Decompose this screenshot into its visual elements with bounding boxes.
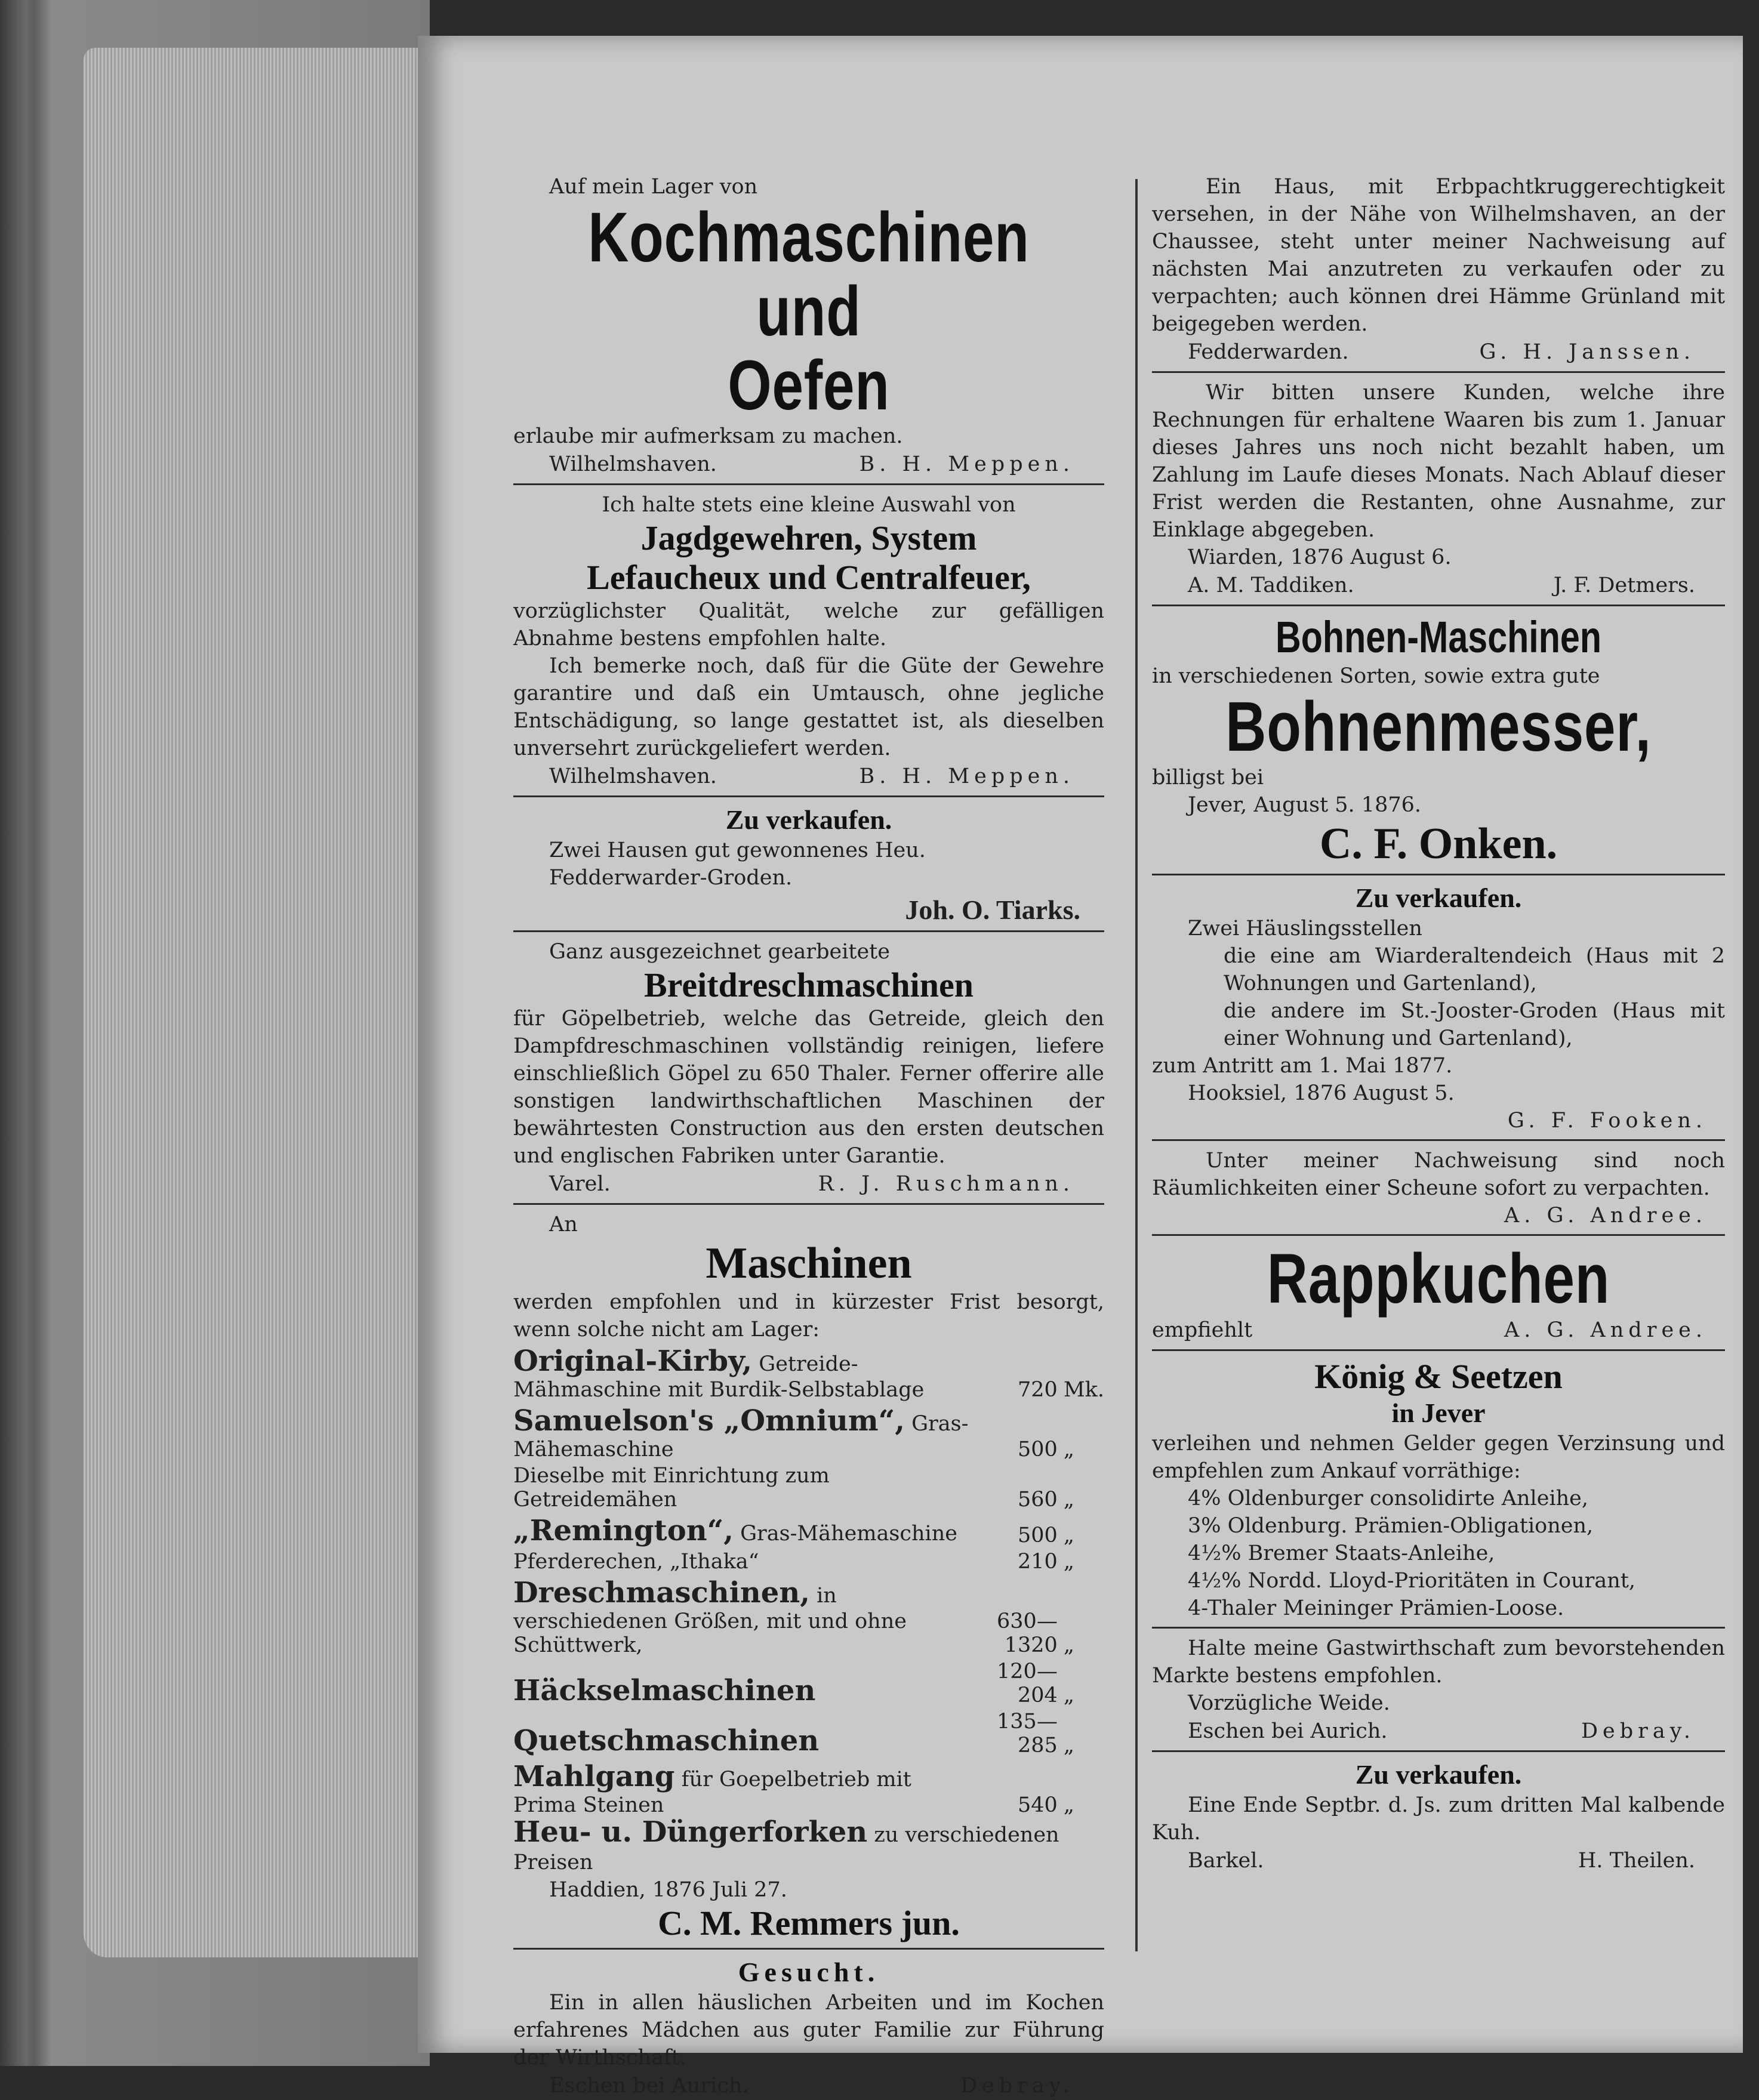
ad-signer: G. F. Fooken. [1507,1109,1707,1133]
ad-text: zum Antritt am 1. Mai 1877. [1152,1054,1453,1078]
ad-signer: A. M. Taddiken. [1188,573,1354,597]
item-price: 135— 285 [997,1710,1058,1757]
price-row [513,1759,1104,1818]
ad-text: Unter meiner Nachweisung sind noch Räumlichkeiten einer Scheune sofort zu verpachten. [1152,1149,1725,1200]
ad-divider [1152,1349,1725,1351]
item-desc: für Goepelbetrieb mit Prima Steinen [513,1768,911,1817]
ad-signature-row [513,1170,1104,1198]
item-desc: in verschiedenen Größen, mit und ohne Schüttwerk, [513,1584,907,1657]
ad-signer: G. H. Janssen. [1479,340,1695,364]
ad-rechnungen [1152,379,1725,600]
ad-bohnen-maschinen [1152,612,1725,869]
item-name: Quetschmaschinen [513,1724,820,1757]
ad-signer: H. Theilen. [1578,1849,1695,1873]
list-item: 4% Oldenburger consolidirte Anleihe, [1188,1487,1589,1510]
ad-jagdgewehren [513,491,1104,791]
right-column [1152,173,1725,1875]
ad-text: Fedderwarder-Groden. [549,866,793,890]
ad-text: empfiehlt [1152,1318,1253,1342]
ad-rappkuchen [1152,1239,1725,1345]
item-unit: „ [1063,1524,1074,1547]
ad-gastwirthschaft [1152,1635,1725,1746]
ad-place: Barkel. [1188,1849,1264,1873]
ad-text: Eine Ende Septbr. d. Js. zum dritten Mal kalbende Kuh. [1152,1793,1725,1845]
list-item: 4-Thaler Meininger Prämien-Loose. [1188,1596,1564,1620]
ad-headline: Zu verkaufen. [1355,883,1522,913]
item-name: Häckselmaschinen [513,1674,816,1707]
ad-headline: Rappkuchen [1267,1239,1610,1318]
price-row [513,1463,1104,1513]
ad-text: Ein in allen häuslichen Arbeiten und im Kochen erfahrenes Mädchen aus guter Familie zur Führung der Wirthschaft. [513,1991,1104,2070]
item-price: 500 [1018,1524,1058,1547]
ad-signer: A. G. Andree. [1504,1204,1707,1228]
ad-divider [1152,1750,1725,1752]
item-unit: „ [1063,1793,1074,1817]
ad-signature-row [513,762,1104,791]
ad-signature-row [513,2071,1104,2100]
ad-headline: Oefen [728,346,890,425]
ad-text: Ich bemerke noch, daß für die Güte der Gewehre garantire und daß ein Umtausch, ohne jegliche Entschädigung, so lange gestattet ist, als dieselben unversehrt zurückgeliefert werden. [513,654,1104,760]
ad-text: werden empfohlen und in kürzester Frist besorgt, wenn solche nicht am Lager: [513,1290,1104,1342]
item-unit: Mk. [1063,1378,1104,1402]
ad-text: erlaube mir aufmerksam zu machen. [513,424,903,448]
ad-headline: Lefaucheux und Centralfeuer, [587,558,1031,597]
ad-signature-row [1152,1717,1725,1746]
ad-text: Zwei Häuslingsstellen [1188,917,1422,940]
ad-kuh [1152,1758,1725,1875]
ad-text: die andere im St.-Jooster-Groden (Haus mit einer Wohnung und Gartenland), [1224,999,1725,1050]
ad-signer: Debray. [960,2074,1074,2098]
item-desc: zu verschiedenen Preisen [513,1823,1059,1874]
ad-divider [513,483,1104,485]
ad-breitdreschmaschinen [513,938,1104,1198]
item-desc: Dieselbe mit Einrichtung zum Getreidemähen [513,1464,830,1512]
ad-text: verleihen und nehmen Gelder gegen Verzinsung und empfehlen zum Ankauf vorräthige: [1152,1432,1725,1483]
item-desc: Gras-Mähemaschine [740,1522,957,1546]
ad-place: Wilhelmshaven. [549,452,717,476]
item-name: Mahlgang [513,1760,675,1793]
ad-text: Vorzügliche Weide. [1188,1691,1390,1715]
item-name: Dreschmaschinen, [513,1576,810,1609]
ad-place-date: Jever, August 5. 1876. [1188,793,1421,817]
item-name: Heu- u. Düngerforken [513,1815,868,1849]
ad-divider [1152,371,1725,373]
item-unit: „ [1063,1633,1074,1657]
ad-signer: B. H. Meppen. [859,452,1074,476]
ad-headline: Zu verkaufen. [1355,1759,1522,1790]
price-row [513,1658,1104,1709]
ad-divider [513,1948,1104,1950]
ad-intro: Auf mein Lager von [549,175,758,199]
item-price: 630—1320 [997,1609,1058,1657]
item-price: 500 [1018,1438,1058,1461]
ad-text: die eine am Wiarderaltendeich (Haus mit 2 Wohnungen und Gartenland), [1224,944,1725,995]
ad-place: Eschen bei Aurich. [1188,1719,1388,1743]
item-unit: „ [1063,1734,1074,1757]
ad-signer: B. H. Meppen. [859,764,1074,788]
ad-subheadline: in Jever [1391,1398,1486,1428]
column-divider [1135,179,1138,1951]
ad-signature-row [1152,1316,1725,1345]
price-row [513,1403,1104,1463]
ad-headline: Kochmaschinen und [588,198,1030,351]
ad-intro: Ganz ausgezeichnet gearbeitete [549,940,890,964]
ad-headline: Maschinen [706,1239,912,1288]
ad-place: Varel. [549,1172,611,1196]
item-desc: Getreide-Mähmaschine mit Burdik-Selbstablage [513,1352,925,1402]
price-row [513,1575,1104,1658]
ad-scheune [1152,1147,1725,1229]
item-unit: „ [1063,1683,1074,1707]
list-item: 3% Oldenburg. Prämien-Obligationen, [1188,1514,1594,1538]
ad-text: in verschiedenen Sorten, sowie extra gute [1152,664,1600,688]
item-price: 120— 204 [997,1660,1058,1707]
list-item: 4½% Bremer Staats-Anleihe, [1188,1541,1495,1565]
ad-place-date: Hooksiel, 1876 August 5. [1188,1081,1455,1105]
price-row [513,1513,1104,1549]
ad-intro: An [549,1213,578,1236]
item-unit: „ [1063,1438,1074,1461]
item-name: „Remington“, [513,1514,734,1547]
ad-text: vorzüglichster Qualität, welche zur gefälligen Abnahme bestens empfohlen halte. [513,599,1104,650]
price-row [513,1709,1104,1759]
price-row [513,1549,1104,1575]
ad-divider [1152,1234,1725,1236]
item-desc: Gras-Mähemaschine [513,1412,969,1461]
ad-divider [513,930,1104,932]
ad-divider [1152,874,1725,875]
item-price: 560 [1018,1488,1058,1512]
ad-signature-row [1152,338,1725,366]
list-item: 4½% Nordd. Lloyd-Prioritäten in Courant, [1188,1569,1636,1593]
ad-text: billigst bei [1152,766,1264,790]
ad-haeuslingsstellen [1152,881,1725,1134]
ad-divider [513,795,1104,797]
ad-headline: Bohnenmesser, [1225,687,1652,766]
ad-divider [1152,1627,1725,1629]
ad-headline: König & Seetzen [1314,1357,1563,1396]
ad-signer: Joh. O. Tiarks. [905,895,1080,925]
ad-signature-row [1152,1846,1725,1875]
ad-headline: Jagdgewehren, System [640,519,977,557]
ad-text: Wir bitten unsere Kunden, welche ihre Rechnungen für erhaltene Waaren bis zum 1. Januar dieses Jahres uns noch nicht bezahlt haben, um Zahlung im Laufe dieses Monats. Nach Ablauf dieser Frist werden die Restanten, ohne Ausnahme, zur Einklage abgegeben. [1152,381,1725,542]
ad-place: Eschen bei Aurich. [549,2074,749,2098]
left-column [513,173,1104,2100]
ad-place-date: Wiarden, 1876 August 6. [1188,545,1452,569]
item-name: Samuelson's „Omnium“, [513,1404,905,1438]
ad-signature-row [513,450,1104,479]
item-price: 720 [1018,1378,1058,1402]
ad-text: Halte meine Gastwirthschaft zum bevorstehenden Markte bestens empfohlen. [1152,1636,1725,1688]
ad-place: Fedderwarden. [1188,340,1349,364]
item-unit: „ [1063,1488,1074,1512]
ad-text: Ein Haus, mit Erbpachtkruggerechtigkeit versehen, in der Nähe von Wilhelmshaven, an der Chaussee, steht unter meiner Nachweisung auf nächsten Mai anzutreten zu verkaufen oder zu verpachten; auch können drei Hämme Grünland mit beigegeben werden. [1152,175,1725,336]
ad-place: Wilhelmshaven. [549,764,717,788]
ad-haus [1152,173,1725,366]
item-unit: „ [1063,1550,1074,1574]
ad-signer: Debray. [1581,1719,1695,1743]
ad-text: für Göpelbetrieb, welche das Getreide, gleich den Dampfdreschmaschinen vollständig reinigen, liefere einschließlich Göpel zu 650 Thaler. Ferner offerire alle sonstigen landwirthschaftlichen Maschinen der bewährtesten Construction aus den ersten deutschen und englischen Fabriken unter Garantie. [513,1007,1104,1168]
book-page-stack [84,48,442,1957]
item-price: 210 [1018,1550,1058,1574]
ad-headline: Zu verkaufen. [725,804,892,835]
ad-kochmaschinen [513,173,1104,479]
ad-signer: A. G. Andree. [1504,1318,1707,1342]
ad-divider [1152,1139,1725,1141]
ad-signature-row [1152,571,1725,600]
ad-headline: Breitdreschmaschinen [643,966,974,1004]
ad-text: Zwei Hausen gut gewonnenes Heu. [549,838,926,862]
ad-signer: C. F. Onken. [1319,819,1558,868]
ad-signer: C. M. Remmers jun. [658,1904,960,1942]
item-price: 540 [1018,1793,1058,1817]
ad-gesucht [513,1956,1104,2100]
ad-headline: Bohnen-Maschinen [1276,612,1601,662]
ad-signer: J. F. Detmers. [1553,573,1695,597]
ad-zu-verkaufen-heu [513,803,1104,926]
ad-koenig-seetzen [1152,1357,1725,1622]
ad-place-date: Haddien, 1876 Juli 27. [549,1878,787,1902]
ad-divider [513,1203,1104,1205]
ad-headline: Gesucht. [738,1957,880,1987]
ad-intro: Ich halte stets eine kleine Auswahl von [602,493,1016,517]
ad-maschinen [513,1211,1104,1943]
price-list [513,1343,1104,1818]
item-desc: Pferderechen, „Ithaka“ [513,1550,759,1574]
ad-text [513,1815,1104,1876]
ad-signer: R. J. Ruschmann. [818,1172,1074,1196]
ad-divider [1152,605,1725,606]
item-name: Original-Kirby, [513,1345,753,1378]
price-row [513,1343,1104,1403]
